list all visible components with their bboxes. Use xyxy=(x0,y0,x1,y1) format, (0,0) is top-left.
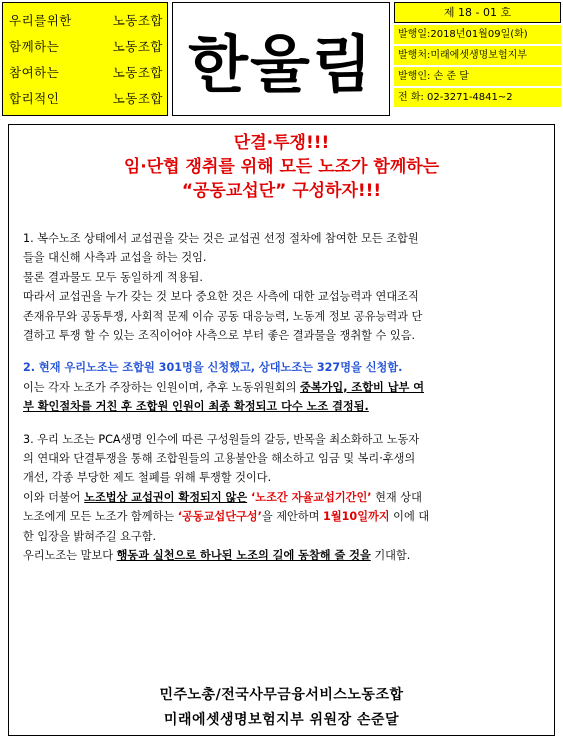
headline-line-2: 임·단협 쟁취를 위해 모든 노조가 함께하는 xyxy=(123,157,440,177)
newsletter-title: 한울림 xyxy=(172,2,390,116)
slogan-4: 합리적인 노동조합 xyxy=(9,91,163,106)
paragraph-2 xyxy=(23,358,543,416)
underlined-text: 행동과 실천으로 하나된 노조의 길에 동참해 줄 것을 xyxy=(116,549,371,563)
signature-line-1: 민주노총/전국사무금융서비스노동조합 xyxy=(159,687,404,703)
highlight-line: 2. 현재 우리노조는 조합원 301명을 신청했고, 상대노조는 327명을 신청함. xyxy=(23,361,403,375)
slogan-box xyxy=(2,2,168,116)
publication-info xyxy=(394,2,561,116)
text-line: 존재유무와 공동투쟁, 사회적 문제 이슈 공동 대응능력, 노동계 정보 공유능력과 단 xyxy=(23,309,423,323)
publish-date: 발행일:2018년01월09일(화) xyxy=(394,25,561,44)
issue-number: 제 18 - 01 호 xyxy=(394,2,561,23)
text-line: 물론 결과물도 모두 동일하게 적용됨. xyxy=(23,270,203,284)
text-line: 노조에게 모든 노조가 함께하는 ‘공동교섭단구성’을 제안하며 1월10일까지 이에 대 xyxy=(23,510,430,524)
underlined-line: 부 확인절차를 거친 후 조합원 인원이 최종 확정되고 다수 노조 결정됨. xyxy=(23,400,369,414)
text-line: 1. 복수노조 상태에서 교섭권을 갖는 것은 교섭권 선정 절차에 참여한 모든 조합원 xyxy=(23,232,419,245)
text-line: 이와 더불어 노조법상 교섭권이 확정되지 않은 ‘노조간 자율교섭기간인’ 현재 상대 xyxy=(23,490,422,504)
article-body xyxy=(23,229,543,579)
underlined-text: 중복가입, 조합비 납부 여 xyxy=(300,380,425,394)
text-line: 3. 우리 노조는 PCA생명 인수에 따른 구성원들의 갈등, 반목을 최소화하고 노동자 xyxy=(23,432,420,446)
red-text: ‘공동교섭단구성’ xyxy=(177,510,262,524)
masthead xyxy=(2,2,561,116)
article-frame xyxy=(8,124,555,736)
headline-line-1: 단결·투쟁!!! xyxy=(233,133,330,153)
text-line: 이는 각자 노조가 주장하는 인원이며, 추후 노동위원회의 중복가입, 조합비 납부 여 xyxy=(23,380,425,394)
text-line: 의 연대와 단결투쟁을 통해 조합원들의 고용불안을 해소하고 임금 및 복리·후생의 xyxy=(23,452,416,466)
publisher-org: 발행처:미래에셋생명보험지부 xyxy=(394,46,561,65)
headline-line-3: “공동교섭단” 구성하자!!! xyxy=(181,181,382,201)
phone-number: 전 화: 02-3271-4841~2 xyxy=(394,88,561,107)
publisher-name: 발행인: 손 준 달 xyxy=(394,67,561,86)
headline xyxy=(9,131,554,203)
text-line: 한 입장을 밝혀주길 요구함. xyxy=(23,529,157,543)
signature-line-2: 미래에셋생명보험지부 위원장 손준달 xyxy=(163,712,400,728)
slogan-2: 함께하는 노동조합 xyxy=(9,39,163,54)
slogan-1: 우리를위한 노동조합 xyxy=(9,13,163,28)
paragraph-3 xyxy=(23,430,543,566)
text-line: 개선, 각종 부당한 제도 철폐를 위해 투쟁할 것이다. xyxy=(23,471,272,485)
paragraph-1 xyxy=(23,229,543,345)
text-line: 우리노조는 말보다 행동과 실천으로 하나된 노조의 길에 동참해 줄 것을 기대함. xyxy=(23,549,411,563)
signature xyxy=(9,683,554,733)
red-text: 1월10일까지 xyxy=(323,510,390,524)
text-line: 결하고 투쟁 할 수 있는 조직이어야 사측으로 부터 좋은 결과물을 쟁취할 수 있음. xyxy=(23,329,416,343)
text-line: 따라서 교섭권을 누가 갖는 것 보다 중요한 것은 사측에 대한 교섭능력과 연대조직 xyxy=(23,290,419,304)
red-text: ‘노조간 자율교섭기간인’ xyxy=(247,490,372,504)
underlined-text: 노조법상 교섭권이 확정되지 않은 xyxy=(84,490,248,504)
text-line: 들을 대신해 사측과 교섭을 하는 것임. xyxy=(23,251,207,265)
slogan-3: 참여하는 노동조합 xyxy=(9,65,163,80)
